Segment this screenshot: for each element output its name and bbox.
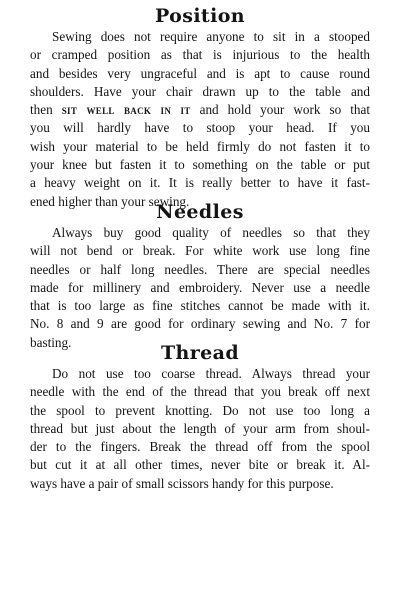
- text-line: the spool to prevent knotting. Do not use too long a: [30, 402, 370, 418]
- text-line: a heavy weight on it. It is really better to have it fast-: [30, 175, 370, 191]
- text-line: shoulders. Have your chair drawn up to the table and: [30, 83, 370, 99]
- text-line: Do not use too coarse thread. Always thread your: [52, 366, 370, 381]
- text-line: wish your material to be held firmly do not fasten it to: [30, 138, 370, 154]
- text-line: then sit well back in it and hold your work so that: [30, 102, 370, 118]
- text-line: Always buy good quality of needles so that they: [52, 225, 370, 240]
- text-line: that is too large as fine stitches cannot be made with it.: [30, 298, 370, 314]
- text-line: made for millinery and embroidery. Never use a needle: [30, 279, 370, 295]
- text-line: Sewing does not require anyone to sit in a stooped: [52, 29, 370, 44]
- paragraph-position: [30, 28, 370, 211]
- paragraph-thread: [30, 365, 370, 493]
- text-line: der to the fingers. Break the thread off from the spool: [30, 439, 370, 455]
- text-line: needle with the end of the thread that you break off next: [30, 384, 370, 400]
- paragraph-needles: [30, 224, 370, 352]
- emphasis-text: sit well back in it: [61, 102, 191, 118]
- text-line: No. 8 and 9 are good for ordinary sewing and No. 7 for: [30, 316, 370, 332]
- heading-needles: Needles: [156, 201, 244, 223]
- text-line: needles or half long needles. There are special needles: [30, 261, 370, 277]
- text-line: but cut it at all other times, never bite or break it. Al-: [30, 457, 370, 473]
- text-line: basting.: [30, 334, 72, 350]
- text-line: you will hardly have to stoop your head. If you: [30, 120, 370, 136]
- text-line: or cramped position as that is injurious to the health: [30, 47, 370, 63]
- text-line: your knee but fasten it to something on the table or put: [30, 157, 370, 173]
- text-line: and besides very ungraceful and is apt to cause round: [30, 65, 370, 81]
- text-line: ened higher than your sewing.: [30, 193, 190, 209]
- heading-position: Position: [154, 5, 246, 27]
- text-line: will not bend or break. For white work use long fine: [30, 243, 370, 259]
- text-line: thread but just about the length of your arm from shoul-: [30, 420, 370, 436]
- heading-thread: Thread: [160, 342, 240, 364]
- text-line: ways have a pair of small scissors handy for this purpose.: [30, 475, 334, 491]
